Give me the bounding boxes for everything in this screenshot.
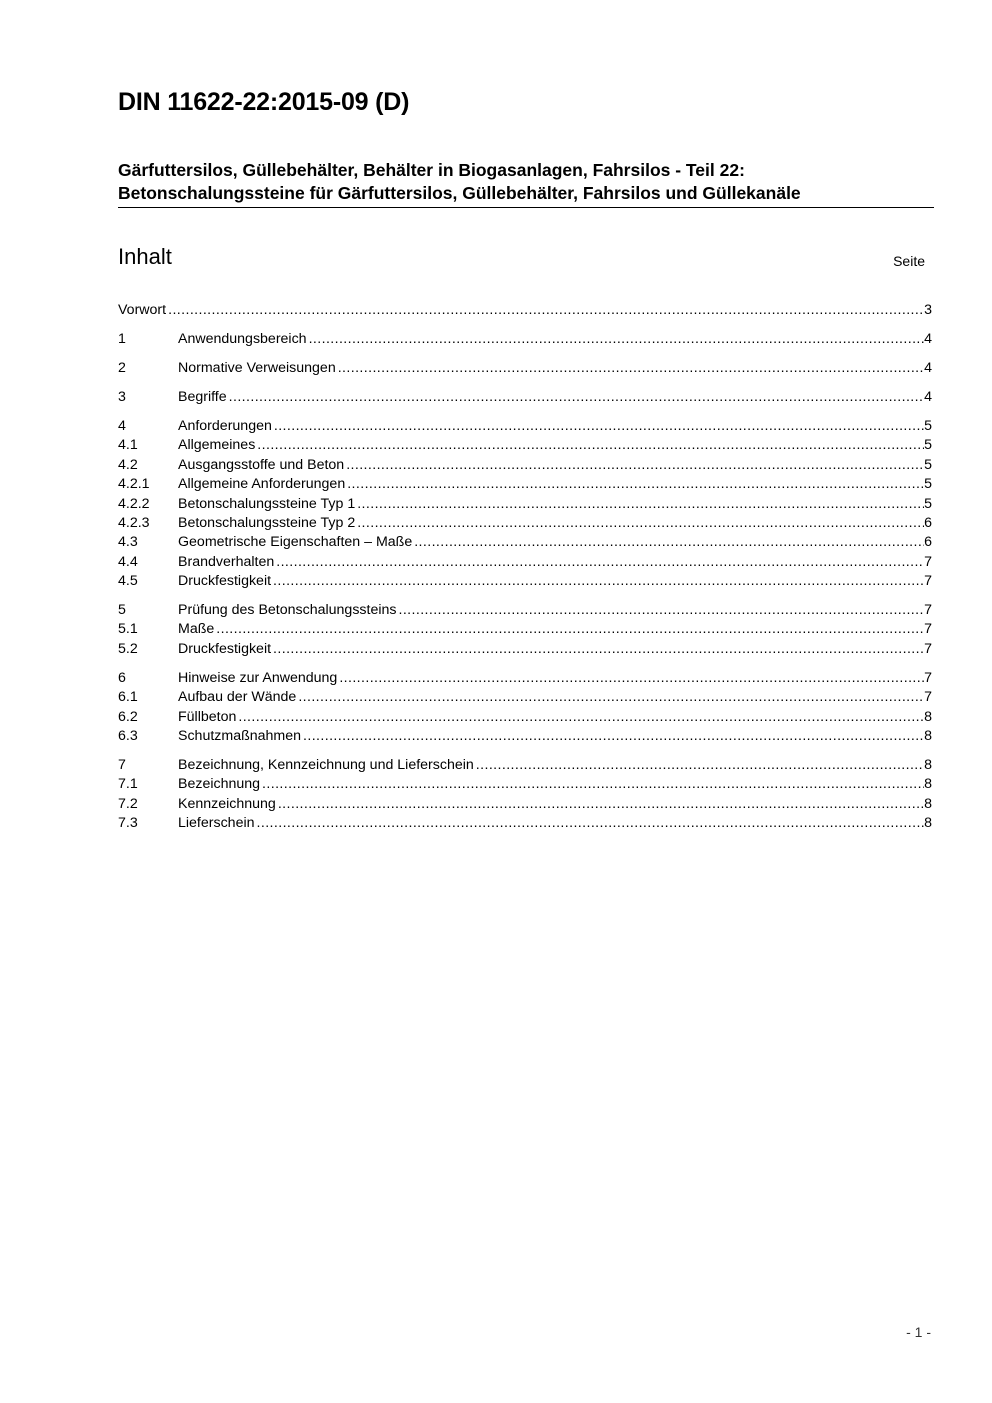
toc-entry-title: Prüfung des Betonschalungssteins <box>178 602 397 619</box>
toc-entry-page: 6 <box>924 534 932 551</box>
toc-entry-title: Kennzeichnung <box>178 795 276 812</box>
toc-entry-page: 8 <box>924 815 932 832</box>
toc-entry-page: 7 <box>924 689 932 706</box>
toc-entry-page: 8 <box>924 708 932 725</box>
toc-dot-leader <box>257 814 925 833</box>
toc-entry-title: Allgemeines <box>178 437 256 454</box>
toc-entry-title: Druckfestigkeit <box>178 640 272 657</box>
toc-entry-page: 5 <box>924 437 932 454</box>
toc-entry-number: 4.2.1 <box>118 476 150 493</box>
toc-dot-leader <box>476 756 924 775</box>
document-title <box>118 159 934 208</box>
toc-entry-number: 7 <box>118 756 126 773</box>
toc-entry-page: 7 <box>924 669 932 686</box>
toc-dot-leader <box>273 572 924 591</box>
toc-entry-title: Hinweise zur Anwendung <box>178 669 338 686</box>
toc-dot-leader <box>238 708 924 727</box>
toc-entry[interactable] <box>118 388 932 407</box>
toc-entry-number: 7.2 <box>118 795 138 812</box>
toc-entry-number: 2 <box>118 359 126 376</box>
toc-entry-title: Vorwort <box>118 302 167 318</box>
toc-entry-page: 3 <box>924 302 932 318</box>
toc-entry-number: 5 <box>118 602 126 619</box>
toc-dot-leader <box>216 620 924 639</box>
toc-dot-leader <box>398 601 924 620</box>
toc-entry-number: 6 <box>118 669 126 686</box>
toc-entry-title: Begriffe <box>178 388 227 405</box>
toc-entry[interactable] <box>118 795 932 814</box>
toc-heading: Inhalt <box>118 244 172 269</box>
toc-entry-number: 7.3 <box>118 815 138 832</box>
document-title-line-1: Gärfuttersilos, Güllebehälter, Behälter in Biogasanlagen, Fahrsilos - Teil 22: <box>118 160 745 180</box>
toc-dot-leader <box>257 436 924 455</box>
toc-entry-title: Bezeichnung, Kennzeichnung und Lieferschein <box>178 756 474 773</box>
toc-entry-number: 4.1 <box>118 437 138 454</box>
toc-dot-leader <box>339 669 924 688</box>
toc-entry-page: 5 <box>924 495 932 512</box>
toc-entry-page: 4 <box>924 330 932 347</box>
toc-entry-page: 7 <box>924 573 932 590</box>
page-number: - 1 - <box>906 1324 931 1340</box>
toc-entry-page: 7 <box>924 621 932 638</box>
toc-entry[interactable] <box>118 640 932 659</box>
toc-entry-title: Allgemeine Anforderungen <box>178 476 346 493</box>
toc-dot-leader <box>346 456 924 475</box>
toc-entry[interactable] <box>118 620 932 639</box>
toc-dot-leader <box>273 640 924 659</box>
toc-entry[interactable] <box>118 436 932 455</box>
toc-entry[interactable] <box>118 330 932 349</box>
toc-entry[interactable] <box>118 475 932 494</box>
toc-entry-page: 5 <box>924 456 932 473</box>
toc-entry-title: Lieferschein <box>178 815 255 832</box>
toc-entry-title: Schutzmaßnahmen <box>178 727 302 744</box>
toc-entry-title: Füllbeton <box>178 708 237 725</box>
toc-entry-number: 3 <box>118 388 126 405</box>
toc-dot-leader <box>278 795 924 814</box>
toc-entry-page: 6 <box>924 514 932 531</box>
toc-entry-page: 7 <box>924 602 932 619</box>
toc-entry-number: 5.2 <box>118 640 138 657</box>
toc-entry-title: Bezeichnung <box>178 776 261 793</box>
toc-dot-leader <box>229 388 924 407</box>
toc-entry[interactable] <box>118 359 932 378</box>
toc-entry-vorwort[interactable] <box>118 301 932 320</box>
document-title-line-2: Betonschalungssteine für Gärfuttersilos, Güllebehälter, Fahrsilos und Güllekanäle <box>118 183 801 203</box>
toc-entry-page: 8 <box>924 756 932 773</box>
toc-entry-page: 7 <box>924 553 932 570</box>
toc-entry-number: 4.2.3 <box>118 514 150 531</box>
toc-dot-leader <box>414 533 924 552</box>
toc-entry[interactable] <box>118 756 932 775</box>
toc-page-column-label: Seite <box>893 253 925 269</box>
toc-entry-number: 7.1 <box>118 776 138 793</box>
toc-entry-title: Anforderungen <box>178 417 272 434</box>
table-of-contents <box>118 301 932 834</box>
toc-entry[interactable] <box>118 533 932 552</box>
toc-dot-leader <box>274 417 924 436</box>
toc-entry-title: Normative Verweisungen <box>178 359 336 376</box>
toc-entry[interactable] <box>118 495 932 514</box>
toc-entry-number: 4 <box>118 417 126 434</box>
toc-entry-number: 6.2 <box>118 708 138 725</box>
toc-entry-number: 4.5 <box>118 573 138 590</box>
toc-entry[interactable] <box>118 553 932 572</box>
toc-dot-leader <box>309 330 925 349</box>
toc-entry-number: 5.1 <box>118 621 138 638</box>
toc-entry[interactable] <box>118 572 932 591</box>
toc-entry-number: 4.2.2 <box>118 495 150 512</box>
document-id: DIN 11622-22:2015-09 (D) <box>118 88 410 116</box>
toc-entry[interactable] <box>118 417 932 436</box>
toc-entry-page: 8 <box>924 776 932 793</box>
toc-entry-title: Betonschalungssteine Typ 2 <box>178 514 356 531</box>
toc-entry-title: Anwendungsbereich <box>178 330 307 347</box>
toc-entry-number: 4.4 <box>118 553 138 570</box>
toc-dot-leader <box>168 301 924 320</box>
toc-entry-title: Betonschalungssteine Typ 1 <box>178 495 356 512</box>
toc-dot-leader <box>347 475 924 494</box>
toc-entry[interactable] <box>118 601 932 620</box>
toc-entry[interactable] <box>118 514 932 533</box>
toc-dot-leader <box>262 775 924 794</box>
toc-dot-leader <box>338 359 924 378</box>
toc-entry[interactable] <box>118 775 932 794</box>
toc-dot-leader <box>276 553 924 572</box>
toc-entry-title: Brandverhalten <box>178 553 275 570</box>
toc-entry-number: 1 <box>118 330 126 347</box>
toc-entry-title: Druckfestigkeit <box>178 573 272 590</box>
toc-entry[interactable] <box>118 669 932 688</box>
toc-entry-title: Geometrische Eigenschaften – Maße <box>178 534 413 551</box>
toc-entry-title: Maße <box>178 621 215 638</box>
toc-entry-number: 6.3 <box>118 727 138 744</box>
toc-dot-leader <box>357 495 924 514</box>
toc-entry[interactable] <box>118 688 932 707</box>
toc-entry-page: 4 <box>924 388 932 405</box>
toc-dot-leader <box>303 727 924 746</box>
toc-entry-page: 8 <box>924 795 932 812</box>
toc-entry-title: Ausgangsstoffe und Beton <box>178 456 345 473</box>
toc-entry[interactable] <box>118 814 932 833</box>
toc-dot-leader <box>357 514 924 533</box>
toc-dot-leader <box>298 688 924 707</box>
toc-entry-number: 6.1 <box>118 689 138 706</box>
toc-entry-number: 4.2 <box>118 456 138 473</box>
toc-entry-page: 4 <box>924 359 932 376</box>
toc-entry-page: 7 <box>924 640 932 657</box>
toc-entry[interactable] <box>118 708 932 727</box>
toc-entry-page: 5 <box>924 476 932 493</box>
toc-entry-number: 4.3 <box>118 534 138 551</box>
toc-entry[interactable] <box>118 456 932 475</box>
toc-entry[interactable] <box>118 727 932 746</box>
toc-entry-title: Aufbau der Wände <box>178 689 297 706</box>
toc-entry-page: 8 <box>924 727 932 744</box>
toc-entry-page: 5 <box>924 417 932 434</box>
